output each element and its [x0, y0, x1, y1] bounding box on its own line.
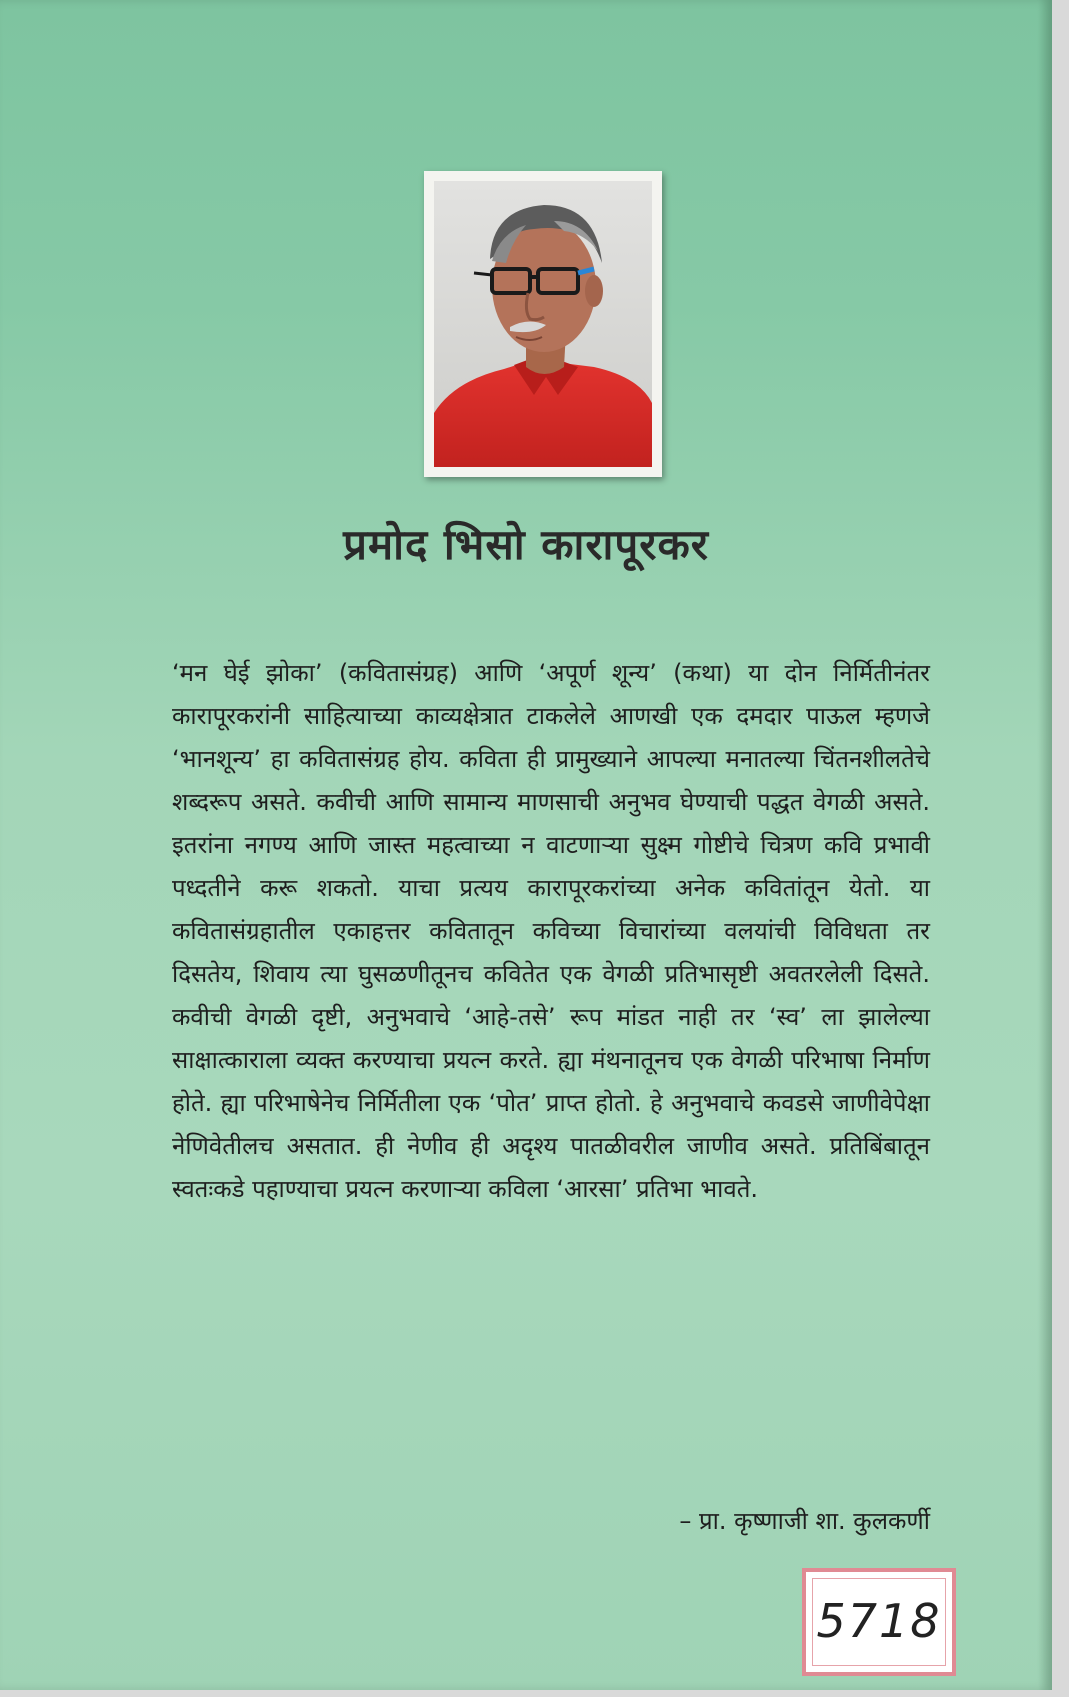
accession-number: 5718 — [816, 1594, 942, 1648]
author-photo-frame — [424, 171, 662, 477]
library-accession-sticker — [802, 1568, 956, 1676]
blurb-text: ‘मन घेई झोका’ (कवितासंग्रह) आणि ‘अपूर्ण शून्य’ (कथा) या दोन निर्मितीनंतर कारापूरकरांनी साहित्याच्या काव्यक्षेत्रात टाकलेले आणखी एक दमदार पाऊल म्हणजे ‘भानशून्य’ हा कवितासंग्रह होय. कविता ही प्रामुख्याने आपल्या मनातल्या चिंतनशीलतेचे शब्दरूप असते. कवीची आणि सामान्य माणसाची अनुभव घेण्याची पद्धत वेगळी असते. इतरांना नगण्य आणि जास्त महत्वाच्या न वाटणाऱ्या सुक्ष्म गोष्टीचे चित्रण कवि प्रभावी पध्दतीने करू शकतो. याचा प्रत्यय कारापूरकरांच्या अनेक कवितांतून येतो. या कवितासंग्रहातील एकाहत्तर कवितातून कविच्या विचारांच्या वलयांची विविधता तर दिसतेय, शिवाय त्या घुसळणीतूनच कवितेत एक वेगळी प्रतिभासृष्टी अवतरलेली दिसते. कवीची वेगळी दृष्टी, अनुभवाचे ‘आहे-तसे’ रूप मांडत नाही तर ‘स्व’ ला झालेल्या साक्षात्काराला व्यक्त करण्याचा प्रयत्न करते. ह्या मंथनातूनच एक वेगळी परिभाषा निर्माण होते. ह्या परिभाषेनेच निर्मितीला एक ‘पोत’ प्राप्त होतो. हे अनुभवाचे कवडसे जाणीवेपेक्षा नेणिवेतीलच असतात. ही नेणीव ही अदृश्य पातळीवरील जाणीव असते. प्रतिबिंबातून स्वतःकडे पहाण्याचा प्रयत्न करणाऱ्या कविला ‘आरसा’ प्रतिभा भावते. — [172, 659, 930, 1203]
blurb-attribution: – प्रा. कृष्णाजी शा. कुलकर्णी — [679, 1507, 930, 1535]
author-portrait-illustration — [434, 181, 652, 467]
author-photo — [434, 181, 652, 467]
author-name: प्रमोद भिसो कारापूरकर — [343, 520, 709, 569]
